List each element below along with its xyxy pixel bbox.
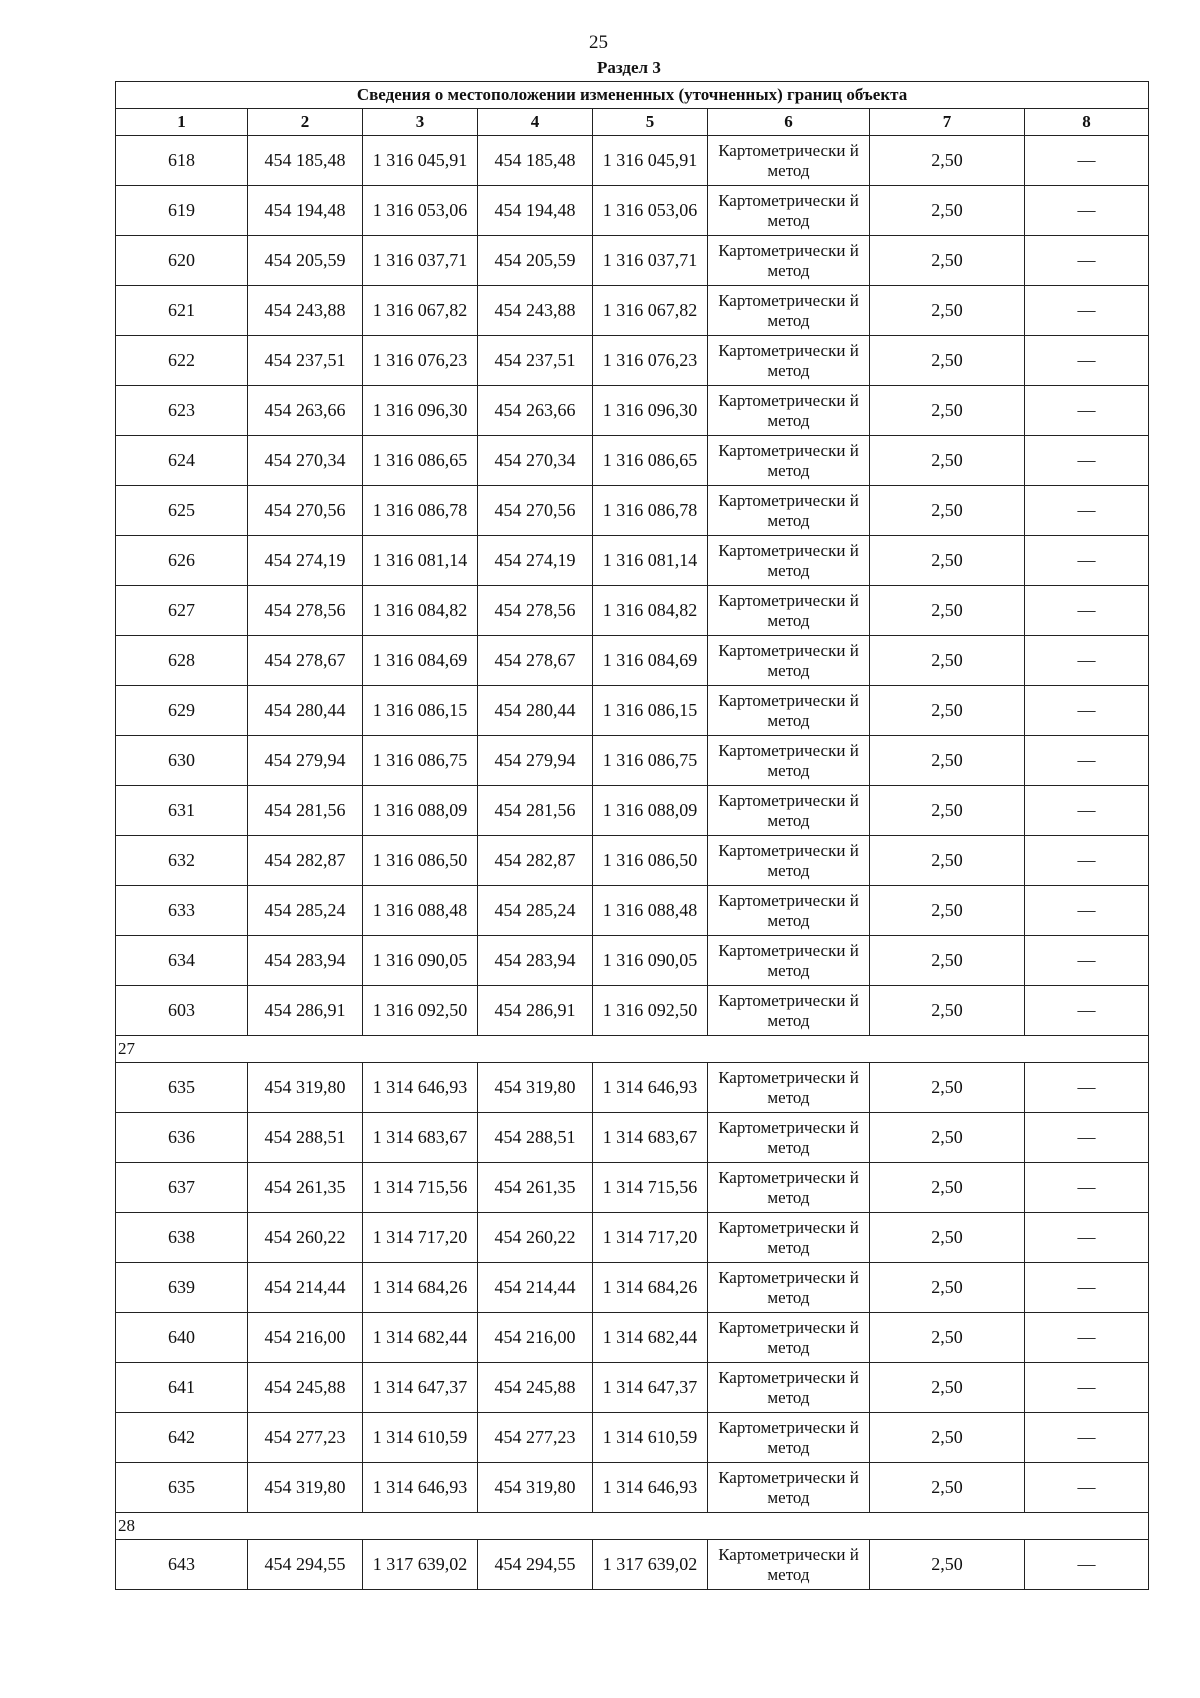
point-number-cell: 621 <box>116 286 248 336</box>
description-cell: — <box>1025 236 1149 286</box>
table-row <box>116 1313 1149 1363</box>
y-existing-cell: 1 314 717,20 <box>363 1213 478 1263</box>
point-number-cell: 624 <box>116 436 248 486</box>
column-numbers-row <box>116 109 1149 136</box>
method-cell: Картометрически й метод <box>708 1213 870 1263</box>
point-number-cell: 634 <box>116 936 248 986</box>
accuracy-cell: 2,50 <box>870 1263 1025 1313</box>
x-existing-cell: 454 243,88 <box>248 286 363 336</box>
y-refined-cell: 1 317 639,02 <box>593 1540 708 1590</box>
table-caption: Сведения о местоположении измененных (уточненных) границ объекта <box>116 82 1149 109</box>
accuracy-cell: 2,50 <box>870 136 1025 186</box>
method-cell: Картометрически й метод <box>708 236 870 286</box>
accuracy-cell: 2,50 <box>870 886 1025 936</box>
table-row <box>116 1213 1149 1263</box>
boundary-coordinates-table <box>115 81 1149 1590</box>
accuracy-cell: 2,50 <box>870 286 1025 336</box>
accuracy-cell: 2,50 <box>870 986 1025 1036</box>
section-title: Раздел 3 <box>597 58 661 77</box>
y-refined-cell: 1 316 037,71 <box>593 236 708 286</box>
y-refined-cell: 1 316 086,75 <box>593 736 708 786</box>
table-row <box>116 686 1149 736</box>
accuracy-cell: 2,50 <box>870 1413 1025 1463</box>
accuracy-cell: 2,50 <box>870 586 1025 636</box>
method-cell: Картометрически й метод <box>708 186 870 236</box>
accuracy-cell: 2,50 <box>870 236 1025 286</box>
description-cell: — <box>1025 386 1149 436</box>
x-existing-cell: 454 214,44 <box>248 1263 363 1313</box>
description-cell: — <box>1025 936 1149 986</box>
accuracy-cell: 2,50 <box>870 386 1025 436</box>
y-refined-cell: 1 316 084,69 <box>593 636 708 686</box>
table-row <box>116 786 1149 836</box>
x-existing-cell: 454 288,51 <box>248 1113 363 1163</box>
accuracy-cell: 2,50 <box>870 1463 1025 1513</box>
y-existing-cell: 1 316 084,82 <box>363 586 478 636</box>
description-cell: — <box>1025 686 1149 736</box>
x-existing-cell: 454 270,56 <box>248 486 363 536</box>
x-existing-cell: 454 245,88 <box>248 1363 363 1413</box>
column-number-header: 3 <box>363 109 478 136</box>
method-cell: Картометрически й метод <box>708 286 870 336</box>
x-refined-cell: 454 245,88 <box>478 1363 593 1413</box>
x-existing-cell: 454 278,67 <box>248 636 363 686</box>
table-row <box>116 1113 1149 1163</box>
description-cell: — <box>1025 636 1149 686</box>
table-row <box>116 736 1149 786</box>
column-number-header: 1 <box>116 109 248 136</box>
x-existing-cell: 454 278,56 <box>248 586 363 636</box>
y-refined-cell: 1 316 086,15 <box>593 686 708 736</box>
point-number-cell: 636 <box>116 1113 248 1163</box>
x-refined-cell: 454 319,80 <box>478 1063 593 1113</box>
x-existing-cell: 454 237,51 <box>248 336 363 386</box>
point-number-cell: 622 <box>116 336 248 386</box>
description-cell: — <box>1025 1363 1149 1413</box>
method-cell: Картометрически й метод <box>708 1540 870 1590</box>
accuracy-cell: 2,50 <box>870 1540 1025 1590</box>
method-cell: Картометрически й метод <box>708 986 870 1036</box>
method-cell: Картометрически й метод <box>708 486 870 536</box>
y-refined-cell: 1 314 647,37 <box>593 1363 708 1413</box>
table-row <box>116 386 1149 436</box>
x-refined-cell: 454 279,94 <box>478 736 593 786</box>
x-existing-cell: 454 260,22 <box>248 1213 363 1263</box>
description-cell: — <box>1025 436 1149 486</box>
y-refined-cell: 1 316 086,50 <box>593 836 708 886</box>
y-existing-cell: 1 317 639,02 <box>363 1540 478 1590</box>
y-refined-cell: 1 316 090,05 <box>593 936 708 986</box>
x-existing-cell: 454 270,34 <box>248 436 363 486</box>
description-cell: — <box>1025 486 1149 536</box>
description-cell: — <box>1025 136 1149 186</box>
description-cell: — <box>1025 586 1149 636</box>
y-existing-cell: 1 314 682,44 <box>363 1313 478 1363</box>
point-number-cell: 643 <box>116 1540 248 1590</box>
x-existing-cell: 454 185,48 <box>248 136 363 186</box>
point-number-cell: 627 <box>116 586 248 636</box>
method-cell: Картометрически й метод <box>708 1163 870 1213</box>
description-cell: — <box>1025 1213 1149 1263</box>
y-refined-cell: 1 316 053,06 <box>593 186 708 236</box>
x-existing-cell: 454 261,35 <box>248 1163 363 1213</box>
x-existing-cell: 454 319,80 <box>248 1463 363 1513</box>
x-refined-cell: 454 274,19 <box>478 536 593 586</box>
method-cell: Картометрически й метод <box>708 1063 870 1113</box>
accuracy-cell: 2,50 <box>870 836 1025 886</box>
table-row <box>116 1413 1149 1463</box>
y-refined-cell: 1 316 045,91 <box>593 136 708 186</box>
point-number-cell: 630 <box>116 736 248 786</box>
x-refined-cell: 454 278,67 <box>478 636 593 686</box>
method-cell: Картометрически й метод <box>708 1263 870 1313</box>
y-existing-cell: 1 314 715,56 <box>363 1163 478 1213</box>
accuracy-cell: 2,50 <box>870 1213 1025 1263</box>
method-cell: Картометрически й метод <box>708 1463 870 1513</box>
column-number-header: 4 <box>478 109 593 136</box>
description-cell: — <box>1025 986 1149 1036</box>
y-existing-cell: 1 314 647,37 <box>363 1363 478 1413</box>
column-number-header: 6 <box>708 109 870 136</box>
x-existing-cell: 454 294,55 <box>248 1540 363 1590</box>
x-refined-cell: 454 216,00 <box>478 1313 593 1363</box>
table-row <box>116 186 1149 236</box>
x-refined-cell: 454 285,24 <box>478 886 593 936</box>
point-number-cell: 641 <box>116 1363 248 1413</box>
y-existing-cell: 1 316 088,48 <box>363 886 478 936</box>
point-number-cell: 632 <box>116 836 248 886</box>
x-existing-cell: 454 194,48 <box>248 186 363 236</box>
point-number-cell: 623 <box>116 386 248 436</box>
x-existing-cell: 454 274,19 <box>248 536 363 586</box>
table-row <box>116 886 1149 936</box>
x-refined-cell: 454 270,56 <box>478 486 593 536</box>
table-row <box>116 286 1149 336</box>
column-number-header: 2 <box>248 109 363 136</box>
column-number-header: 5 <box>593 109 708 136</box>
table-row <box>116 236 1149 286</box>
contour-number: 28 <box>116 1513 1149 1540</box>
x-existing-cell: 454 216,00 <box>248 1313 363 1363</box>
x-existing-cell: 454 282,87 <box>248 836 363 886</box>
method-cell: Картометрически й метод <box>708 1113 870 1163</box>
x-refined-cell: 454 237,51 <box>478 336 593 386</box>
y-existing-cell: 1 316 076,23 <box>363 336 478 386</box>
description-cell: — <box>1025 836 1149 886</box>
method-cell: Картометрически й метод <box>708 736 870 786</box>
method-cell: Картометрически й метод <box>708 686 870 736</box>
point-number-cell: 625 <box>116 486 248 536</box>
point-number-cell: 635 <box>116 1463 248 1513</box>
point-number-cell: 631 <box>116 786 248 836</box>
x-refined-cell: 454 214,44 <box>478 1263 593 1313</box>
point-number-cell: 603 <box>116 986 248 1036</box>
accuracy-cell: 2,50 <box>870 1363 1025 1413</box>
column-number-header: 8 <box>1025 109 1149 136</box>
y-refined-cell: 1 316 086,78 <box>593 486 708 536</box>
y-existing-cell: 1 316 037,71 <box>363 236 478 286</box>
y-refined-cell: 1 316 067,82 <box>593 286 708 336</box>
y-refined-cell: 1 316 076,23 <box>593 336 708 386</box>
y-existing-cell: 1 314 646,93 <box>363 1463 478 1513</box>
contour-group-row <box>116 1036 1149 1063</box>
x-refined-cell: 454 280,44 <box>478 686 593 736</box>
method-cell: Картометрически й метод <box>708 336 870 386</box>
y-refined-cell: 1 314 610,59 <box>593 1413 708 1463</box>
table-row <box>116 136 1149 186</box>
method-cell: Картометрически й метод <box>708 586 870 636</box>
x-refined-cell: 454 286,91 <box>478 986 593 1036</box>
x-refined-cell: 454 288,51 <box>478 1113 593 1163</box>
x-refined-cell: 454 281,56 <box>478 786 593 836</box>
x-existing-cell: 454 319,80 <box>248 1063 363 1113</box>
point-number-cell: 635 <box>116 1063 248 1113</box>
method-cell: Картометрически й метод <box>708 1413 870 1463</box>
y-refined-cell: 1 314 646,93 <box>593 1463 708 1513</box>
y-existing-cell: 1 316 084,69 <box>363 636 478 686</box>
y-existing-cell: 1 316 086,78 <box>363 486 478 536</box>
method-cell: Картометрически й метод <box>708 836 870 886</box>
y-existing-cell: 1 316 086,50 <box>363 836 478 886</box>
y-refined-cell: 1 316 081,14 <box>593 536 708 586</box>
description-cell: — <box>1025 886 1149 936</box>
point-number-cell: 638 <box>116 1213 248 1263</box>
table-row <box>116 836 1149 886</box>
accuracy-cell: 2,50 <box>870 1163 1025 1213</box>
description-cell: — <box>1025 336 1149 386</box>
table-row <box>116 436 1149 486</box>
x-refined-cell: 454 185,48 <box>478 136 593 186</box>
description-cell: — <box>1025 1540 1149 1590</box>
description-cell: — <box>1025 1063 1149 1113</box>
description-cell: — <box>1025 186 1149 236</box>
method-cell: Картометрически й метод <box>708 136 870 186</box>
accuracy-cell: 2,50 <box>870 186 1025 236</box>
method-cell: Картометрически й метод <box>708 636 870 686</box>
method-cell: Картометрически й метод <box>708 886 870 936</box>
accuracy-cell: 2,50 <box>870 1313 1025 1363</box>
y-refined-cell: 1 316 088,48 <box>593 886 708 936</box>
y-refined-cell: 1 314 682,44 <box>593 1313 708 1363</box>
x-existing-cell: 454 285,24 <box>248 886 363 936</box>
point-number-cell: 619 <box>116 186 248 236</box>
x-existing-cell: 454 283,94 <box>248 936 363 986</box>
y-existing-cell: 1 316 086,75 <box>363 736 478 786</box>
accuracy-cell: 2,50 <box>870 686 1025 736</box>
y-existing-cell: 1 316 067,82 <box>363 286 478 336</box>
x-refined-cell: 454 243,88 <box>478 286 593 336</box>
method-cell: Картометрически й метод <box>708 1363 870 1413</box>
point-number-cell: 618 <box>116 136 248 186</box>
x-refined-cell: 454 263,66 <box>478 386 593 436</box>
y-existing-cell: 1 316 045,91 <box>363 136 478 186</box>
accuracy-cell: 2,50 <box>870 786 1025 836</box>
table-row <box>116 1463 1149 1513</box>
y-refined-cell: 1 316 096,30 <box>593 386 708 436</box>
accuracy-cell: 2,50 <box>870 1113 1025 1163</box>
x-refined-cell: 454 278,56 <box>478 586 593 636</box>
y-existing-cell: 1 314 684,26 <box>363 1263 478 1313</box>
table-row <box>116 586 1149 636</box>
point-number-cell: 642 <box>116 1413 248 1463</box>
y-existing-cell: 1 316 088,09 <box>363 786 478 836</box>
x-existing-cell: 454 263,66 <box>248 386 363 436</box>
y-refined-cell: 1 314 715,56 <box>593 1163 708 1213</box>
y-refined-cell: 1 316 084,82 <box>593 586 708 636</box>
x-existing-cell: 454 205,59 <box>248 236 363 286</box>
y-refined-cell: 1 316 086,65 <box>593 436 708 486</box>
y-existing-cell: 1 316 096,30 <box>363 386 478 436</box>
page-number: 25 <box>589 32 608 53</box>
method-cell: Картометрически й метод <box>708 436 870 486</box>
description-cell: — <box>1025 1413 1149 1463</box>
x-existing-cell: 454 279,94 <box>248 736 363 786</box>
accuracy-cell: 2,50 <box>870 636 1025 686</box>
y-existing-cell: 1 316 090,05 <box>363 936 478 986</box>
table-row <box>116 936 1149 986</box>
x-existing-cell: 454 277,23 <box>248 1413 363 1463</box>
point-number-cell: 620 <box>116 236 248 286</box>
accuracy-cell: 2,50 <box>870 436 1025 486</box>
accuracy-cell: 2,50 <box>870 536 1025 586</box>
x-refined-cell: 454 283,94 <box>478 936 593 986</box>
x-refined-cell: 454 282,87 <box>478 836 593 886</box>
contour-group-row <box>116 1513 1149 1540</box>
y-refined-cell: 1 314 683,67 <box>593 1113 708 1163</box>
y-refined-cell: 1 314 684,26 <box>593 1263 708 1313</box>
description-cell: — <box>1025 1263 1149 1313</box>
table-row <box>116 1263 1149 1313</box>
description-cell: — <box>1025 736 1149 786</box>
y-existing-cell: 1 316 053,06 <box>363 186 478 236</box>
table-row <box>116 336 1149 386</box>
point-number-cell: 629 <box>116 686 248 736</box>
contour-number: 27 <box>116 1036 1149 1063</box>
method-cell: Картометрически й метод <box>708 1313 870 1363</box>
y-existing-cell: 1 314 610,59 <box>363 1413 478 1463</box>
table-row <box>116 1540 1149 1590</box>
table-row <box>116 636 1149 686</box>
method-cell: Картометрически й метод <box>708 536 870 586</box>
y-existing-cell: 1 316 081,14 <box>363 536 478 586</box>
accuracy-cell: 2,50 <box>870 486 1025 536</box>
accuracy-cell: 2,50 <box>870 336 1025 386</box>
table-row <box>116 986 1149 1036</box>
x-refined-cell: 454 260,22 <box>478 1213 593 1263</box>
y-refined-cell: 1 316 092,50 <box>593 986 708 1036</box>
y-existing-cell: 1 316 086,65 <box>363 436 478 486</box>
table-row <box>116 536 1149 586</box>
accuracy-cell: 2,50 <box>870 936 1025 986</box>
point-number-cell: 640 <box>116 1313 248 1363</box>
table-row <box>116 486 1149 536</box>
table-row <box>116 1163 1149 1213</box>
description-cell: — <box>1025 786 1149 836</box>
x-existing-cell: 454 281,56 <box>248 786 363 836</box>
x-refined-cell: 454 194,48 <box>478 186 593 236</box>
x-existing-cell: 454 286,91 <box>248 986 363 1036</box>
accuracy-cell: 2,50 <box>870 1063 1025 1113</box>
x-existing-cell: 454 280,44 <box>248 686 363 736</box>
x-refined-cell: 454 270,34 <box>478 436 593 486</box>
table-body <box>116 136 1149 1590</box>
accuracy-cell: 2,50 <box>870 736 1025 786</box>
y-existing-cell: 1 316 092,50 <box>363 986 478 1036</box>
point-number-cell: 633 <box>116 886 248 936</box>
description-cell: — <box>1025 1113 1149 1163</box>
point-number-cell: 628 <box>116 636 248 686</box>
x-refined-cell: 454 261,35 <box>478 1163 593 1213</box>
method-cell: Картометрически й метод <box>708 786 870 836</box>
y-existing-cell: 1 316 086,15 <box>363 686 478 736</box>
point-number-cell: 639 <box>116 1263 248 1313</box>
description-cell: — <box>1025 1163 1149 1213</box>
y-refined-cell: 1 314 717,20 <box>593 1213 708 1263</box>
method-cell: Картометрически й метод <box>708 936 870 986</box>
table-row <box>116 1063 1149 1113</box>
point-number-cell: 637 <box>116 1163 248 1213</box>
x-refined-cell: 454 277,23 <box>478 1413 593 1463</box>
description-cell: — <box>1025 286 1149 336</box>
description-cell: — <box>1025 536 1149 586</box>
table-row <box>116 1363 1149 1413</box>
description-cell: — <box>1025 1463 1149 1513</box>
column-number-header: 7 <box>870 109 1025 136</box>
y-existing-cell: 1 314 683,67 <box>363 1113 478 1163</box>
point-number-cell: 626 <box>116 536 248 586</box>
x-refined-cell: 454 319,80 <box>478 1463 593 1513</box>
description-cell: — <box>1025 1313 1149 1363</box>
y-refined-cell: 1 314 646,93 <box>593 1063 708 1113</box>
x-refined-cell: 454 294,55 <box>478 1540 593 1590</box>
y-refined-cell: 1 316 088,09 <box>593 786 708 836</box>
method-cell: Картометрически й метод <box>708 386 870 436</box>
x-refined-cell: 454 205,59 <box>478 236 593 286</box>
y-existing-cell: 1 314 646,93 <box>363 1063 478 1113</box>
